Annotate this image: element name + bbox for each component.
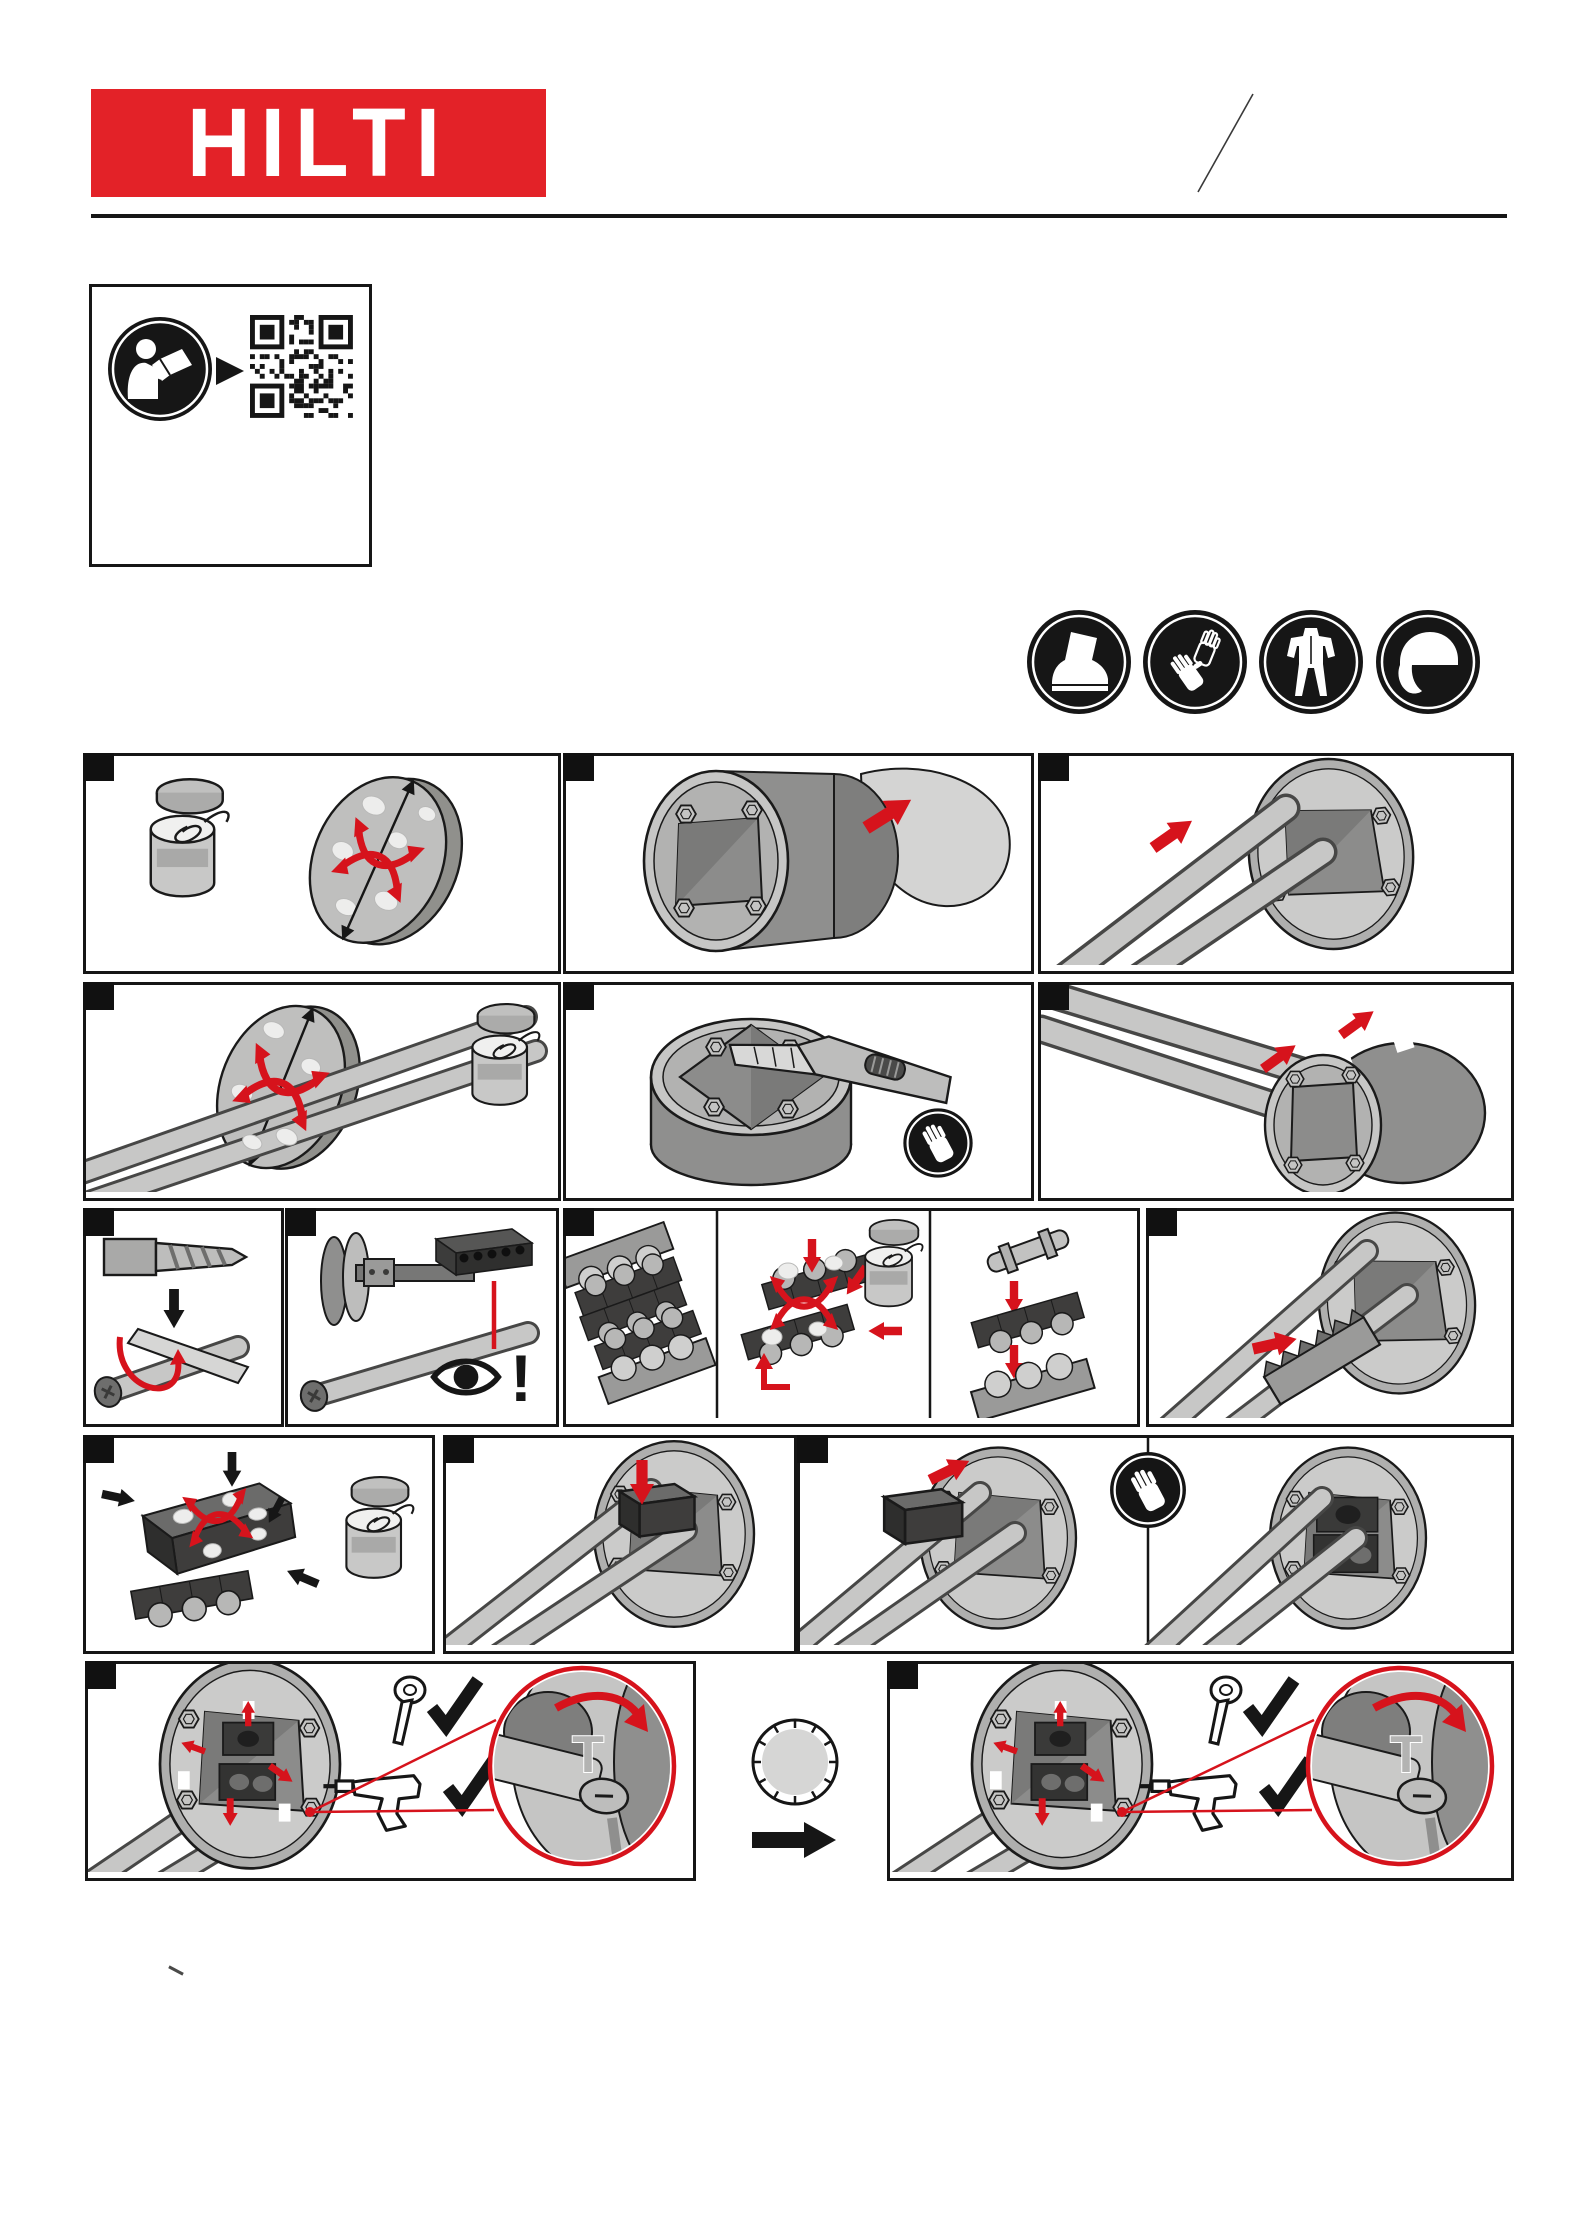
step-number-chip — [1146, 1208, 1177, 1236]
step-number-chip — [83, 982, 114, 1010]
module-block — [884, 1489, 962, 1544]
module-block-icon — [436, 1229, 532, 1275]
torque-detail-callout — [1285, 1664, 1505, 1872]
eye-icon — [434, 1361, 499, 1392]
module-stack-icon — [566, 1222, 716, 1404]
anchor-strip — [104, 1239, 246, 1275]
arrow-right-icon — [216, 357, 244, 385]
red-arrow — [1146, 810, 1200, 858]
check-mark — [448, 1760, 494, 1806]
step-number-chip — [285, 1208, 316, 1236]
step-panel-9 — [563, 1208, 1140, 1427]
header-slash-mark — [1190, 88, 1262, 200]
safety-boots-icon — [1027, 610, 1131, 714]
step-number-chip — [887, 1661, 918, 1689]
check-mark — [1264, 1760, 1310, 1806]
red-arrow — [1335, 1003, 1380, 1044]
check-mark — [1248, 1680, 1294, 1726]
step-panel-8 — [285, 1208, 559, 1427]
transit-sleeve — [1265, 1023, 1485, 1192]
protective-clothing-icon — [1259, 610, 1363, 714]
wait-time-group — [740, 1712, 850, 1872]
sealed-module-block — [141, 1480, 298, 1578]
step-panel-6 — [1038, 982, 1514, 1201]
step-number-chip — [443, 1435, 474, 1463]
drill-icon — [1139, 1776, 1236, 1831]
step-number-chip — [83, 753, 114, 781]
sealant-plug-disc — [284, 756, 487, 965]
wear-gloves-icon — [903, 1108, 972, 1177]
step-number-chip — [563, 753, 594, 781]
proceed-arrow-icon — [752, 1822, 836, 1858]
ppe-icon-row — [1020, 603, 1490, 721]
step-number-chip — [797, 1435, 828, 1463]
attention-mark: ! — [510, 1341, 532, 1415]
screwdriver-icon — [394, 1677, 425, 1744]
wait-time-clock-icon — [753, 1720, 837, 1804]
torque-detail-callout — [467, 1664, 687, 1872]
putty-can-icon — [151, 779, 229, 896]
hilti-logo — [91, 89, 546, 197]
step-panel-7 — [83, 1208, 284, 1427]
step-panel-10 — [1146, 1208, 1514, 1427]
step-panel-14 — [85, 1661, 696, 1881]
putty-can-icon — [865, 1220, 922, 1306]
step-panel-5 — [563, 982, 1034, 1201]
step-panel-2 — [563, 753, 1034, 974]
step-number-chip — [563, 982, 594, 1010]
putty-can-icon — [346, 1477, 413, 1578]
drill-icon — [323, 1776, 420, 1831]
safety-helmet-icon — [1376, 610, 1480, 714]
step-panel-3 — [1038, 753, 1514, 974]
step-number-chip — [83, 1208, 114, 1236]
logo-text: HILTI — [187, 88, 450, 197]
manual-qr-box — [89, 284, 372, 567]
module-block — [620, 1484, 695, 1537]
step-number-chip — [85, 1661, 116, 1689]
screwdriver-icon — [1210, 1677, 1241, 1744]
svg-text:T: T — [572, 1726, 604, 1784]
transit-plug — [644, 771, 898, 951]
svg-text:T: T — [1390, 1726, 1422, 1784]
bolt-icon — [984, 1223, 1073, 1278]
step-panel-15 — [887, 1661, 1514, 1881]
step-number-chip — [1038, 982, 1069, 1010]
step-panel-13 — [797, 1435, 1514, 1654]
step-number-chip — [83, 1435, 114, 1463]
black-arrow — [164, 1289, 185, 1328]
page-mark — [168, 1965, 184, 1975]
step-panel-1 — [83, 753, 561, 974]
wear-gloves-icon — [1110, 1452, 1186, 1528]
step-panel-4 — [83, 982, 561, 1201]
check-mark — [432, 1680, 478, 1726]
read-instructions-icon — [108, 317, 212, 421]
step-panel-11 — [83, 1435, 435, 1654]
header-divider-rule — [91, 214, 1507, 218]
step-number-chip — [1038, 753, 1069, 781]
step-number-chip — [563, 1208, 594, 1236]
step-panel-12 — [443, 1435, 797, 1654]
qr-code — [250, 315, 353, 418]
protective-gloves-icon — [1143, 610, 1247, 714]
